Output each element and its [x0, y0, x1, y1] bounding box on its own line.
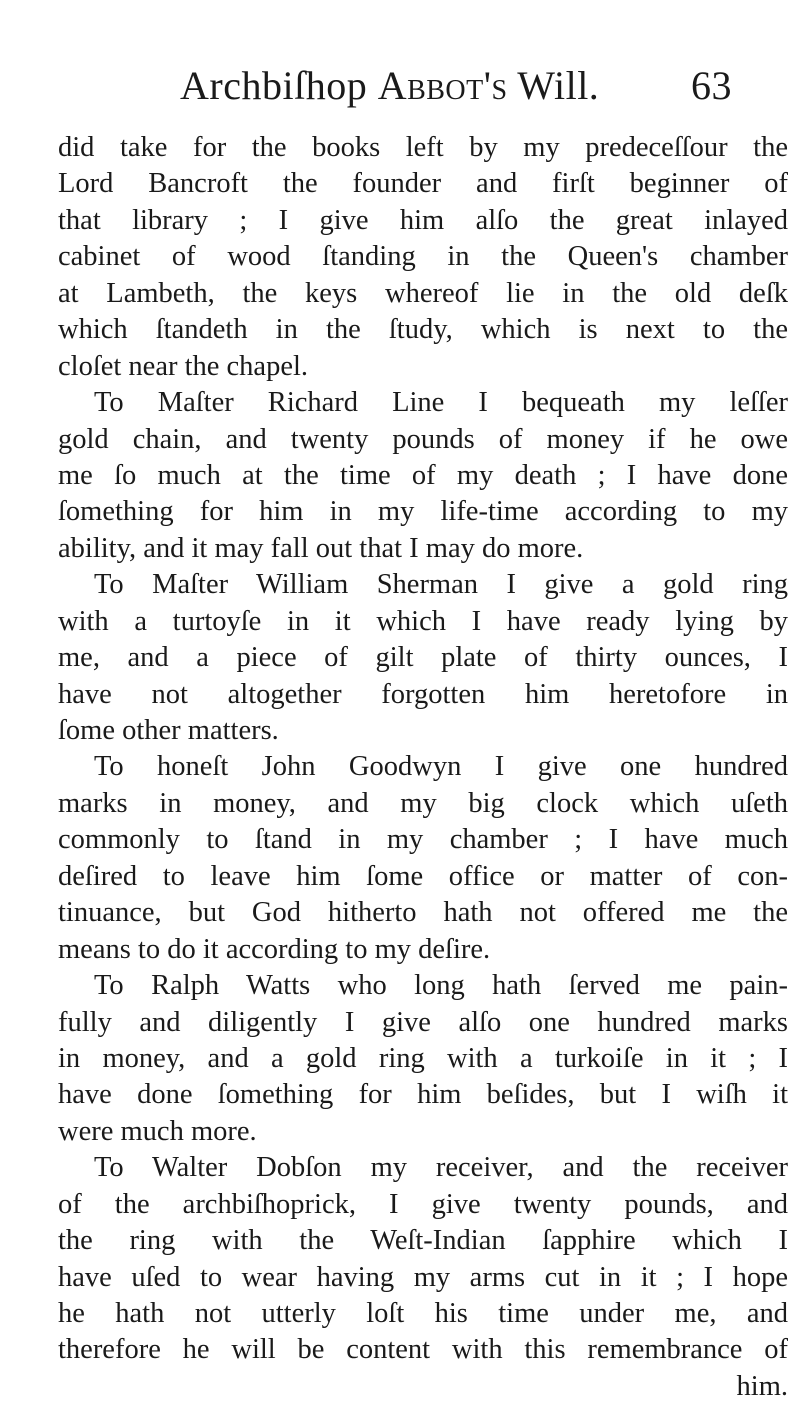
- running-title-caps: Abbot's: [377, 63, 508, 108]
- text-line: have done ſomething for him beſides, but I wiſh it: [58, 1079, 788, 1111]
- catchword: him.: [736, 1370, 788, 1402]
- text-line: which ſtandeth in the ſtudy, which is next to the: [58, 314, 788, 346]
- text-line: me ſo much at the time of my death ; I have done: [58, 459, 788, 491]
- running-title-suffix: Will.: [507, 63, 600, 108]
- text-line: gold chain, and twenty pounds of money if he owe: [58, 423, 788, 455]
- text-line: marks in money, and my big clock which uſeth: [58, 787, 788, 819]
- text-line: cabinet of wood ſtanding in the Queen's chamber: [58, 241, 788, 273]
- text-line: me, and a piece of gilt plate of thirty ounces, I: [58, 642, 788, 674]
- text-line: at Lambeth, the keys whereof lie in the old deſk: [58, 277, 788, 309]
- text-line: To honeſt John Goodwyn I give one hundred: [94, 751, 788, 783]
- text-line: cloſet near the chapel.: [58, 350, 309, 382]
- text-line: in money, and a gold ring with a turkoiſe in it ; I: [58, 1042, 788, 1074]
- text-line: that library ; I give him alſo the great inlayed: [58, 204, 788, 236]
- text-line: of the archbiſhoprick, I give twenty pounds, and: [58, 1188, 788, 1220]
- text-line: ſomething for him in my life-time according to my: [58, 496, 788, 528]
- text-line: he hath not utterly loſt his time under me, and: [58, 1298, 788, 1329]
- text-line: therefore he will be content with this remembrance of: [58, 1334, 788, 1366]
- text-line: the ring with the Weſt-Indian ſapphire which I: [58, 1225, 788, 1257]
- text-line: with a turtoyſe in it which I have ready lying by: [58, 605, 788, 637]
- running-title: [180, 62, 599, 109]
- text-line: means to do it according to my deſire.: [58, 933, 491, 965]
- text-line: tinuance, but God hitherto hath not offered me the: [58, 897, 788, 929]
- running-head: [180, 62, 740, 122]
- body-text: [58, 130, 788, 1405]
- text-line: have not altogether forgotten him heretofore in: [58, 678, 788, 710]
- text-line: To Ralph Watts who long hath ſerved me pain-: [94, 970, 788, 1002]
- text-line: did take for the books left by my predeceſſour the: [58, 132, 788, 163]
- text-line: Lord Bancroft the founder and firſt beginner of: [58, 168, 788, 200]
- running-title-prefix: Archbiſhop: [180, 63, 378, 108]
- text-line: To Walter Dobſon my receiver, and the receiver: [94, 1152, 788, 1184]
- text-line: To Maſter Richard Line I bequeath my leſſer: [94, 387, 788, 419]
- text-line: To Maſter William Sherman I give a gold ring: [94, 569, 788, 601]
- text-line: commonly to ſtand in my chamber ; I have much: [58, 824, 788, 856]
- page-number: 63: [691, 63, 732, 108]
- text-line: ability, and it may fall out that I may do more.: [58, 532, 584, 564]
- text-line: were much more.: [58, 1115, 257, 1147]
- text-line: fully and diligently I give alſo one hundred marks: [58, 1006, 788, 1038]
- text-line: deſired to leave him ſome office or matter of con-: [58, 860, 788, 892]
- text-line: ſome other matters.: [58, 715, 279, 746]
- text-line: have uſed to wear having my arms cut in it ; I hope: [58, 1261, 788, 1293]
